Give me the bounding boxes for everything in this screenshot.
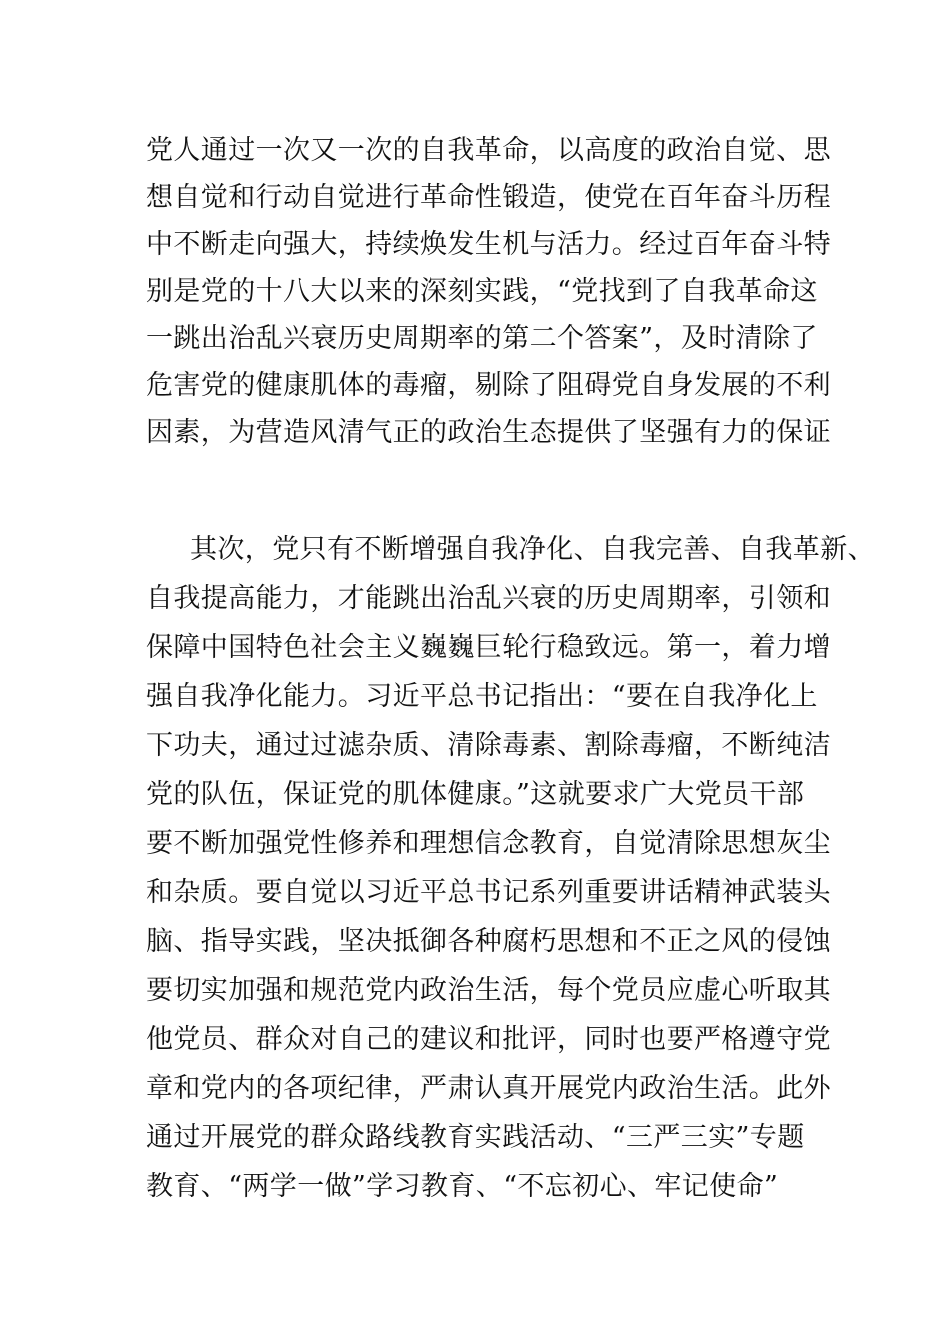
paragraph-line: 其次，党只有不断增强自我净化、自我完善、自我革新、	[190, 534, 875, 565]
paragraph-line: 脑、指导实践，坚决抵御各种腐朽思想和不正之风的侵蚀	[146, 926, 831, 957]
paragraph-line: 一跳出治乱兴衰历史周期率的第二个答案”，及时清除了	[146, 323, 818, 354]
paragraph-line: 教育、“两学一做”学习教育、“不忘初心、牢记使命”	[146, 1171, 779, 1202]
paragraph-line: 通过开展党的群众路线教育实践活动、“三严三实”专题	[146, 1122, 805, 1153]
paragraph-line: 要切实加强和规范党内政治生活，每个党员应虚心听取其	[146, 975, 831, 1006]
paragraph-line: 中不断走向强大，持续焕发生机与活力。经过百年奋斗特	[146, 229, 831, 260]
paragraph-line: 危害党的健康肌体的毒瘤，剔除了阻碍党自身发展的不利	[146, 370, 831, 401]
paragraph-line: 自我提高能力，才能跳出治乱兴衰的历史周期率，引领和	[146, 583, 831, 614]
paragraph-line: 党人通过一次又一次的自我革命，以高度的政治自觉、思	[146, 135, 831, 166]
paragraph-line: 要不断加强党性修养和理想信念教育，自觉清除思想灰尘	[146, 828, 831, 859]
paragraph-line: 他党员、群众对自己的建议和批评，同时也要严格遵守党	[146, 1024, 831, 1055]
paragraph-line: 和杂质。要自觉以习近平总书记系列重要讲话精神武装头	[146, 877, 831, 908]
paragraph-line: 保障中国特色社会主义巍巍巨轮行稳致远。第一，着力增	[146, 632, 831, 663]
paragraph-line: 别是党的十八大以来的深刻实践，“党找到了自我革命这	[146, 276, 818, 307]
paragraph-line: 因素，为营造风清气正的政治生态提供了坚强有力的保证	[146, 417, 831, 448]
paragraph-line: 下功夫，通过过滤杂质、清除毒素、割除毒瘤，不断纯洁	[146, 730, 831, 761]
paragraph-line: 强自我净化能力。习近平总书记指出：“要在自我净化上	[146, 681, 818, 712]
paragraph-line: 党的队伍，保证党的肌体健康。”这就要求广大党员干部	[146, 779, 805, 810]
paragraph-line: 章和党内的各项纪律，严肃认真开展党内政治生活。此外	[146, 1073, 831, 1104]
paragraph-line: 想自觉和行动自觉进行革命性锻造，使党在百年奋斗历程	[146, 182, 831, 213]
